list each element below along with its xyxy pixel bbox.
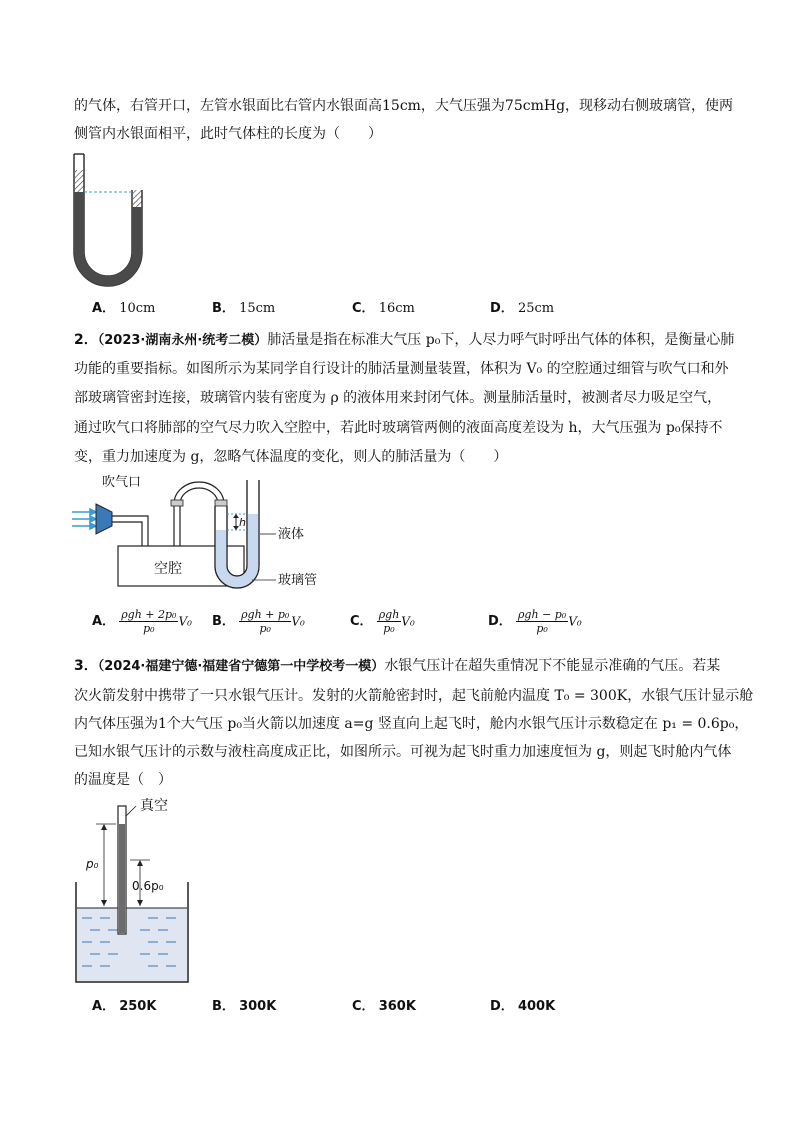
label-glass-tube: 玻璃管 [278, 573, 318, 588]
label-cavity: 空腔 [154, 561, 182, 577]
airflow-arrows [72, 509, 96, 529]
label-p0: p₀ [86, 857, 99, 871]
mouthpiece-shape [96, 504, 112, 534]
q3-line-3: 内气体压强为1个大气压 p₀当火箭以加速度 a=g 竖直向上起飞时，舱内水银气压计示数稳定在 p₁ = 0.6p₀， [74, 716, 749, 732]
label-0-6p0: 0.6p₀ [132, 879, 164, 893]
q2-line-1: 2．（2023·湖南永州·统考二模）肺活量是指在标准大气压 p₀下，人尽力呼气时呼出气体的体积，是衡量心肺 [74, 332, 735, 348]
q1-option-b: B． 15cm [212, 301, 276, 316]
q1-option-a: A． 10cm [92, 301, 156, 316]
q3-barometer-figure [70, 796, 210, 988]
q3-line-2: 次火箭发射中携带了一只水银气压计。发射的火箭舱密封时，起飞前舱内温度 T₀ = 300K，水银气压计显示舱 [74, 688, 754, 704]
q3-line-5: 的温度是（ ） [74, 772, 172, 788]
label-vacuum: 真空 [140, 798, 168, 814]
q2-option-b: B． $\frac{\text{ρgh + p₀}}{\text{p₀}}$ V₀ [212, 608, 305, 635]
q3-line-4: 已知水银气压计的示数与液柱高度成正比，如图所示。可视为起飞时重力加速度恒为 g，则起飞时舱内气体 [74, 744, 732, 760]
label-mouthpiece: 吹气口 [102, 475, 142, 490]
q2-line-5: 变，重力加速度为 g，忽略气体温度的变化，则人的肺活量为（ ） [74, 449, 508, 465]
q3-option-c: C． 360K [352, 999, 416, 1014]
q3-line-1: 3．（2024·福建宁德·福建省宁德第一中学校考一模）水银气压计在超失重情况下不能显示准确的气压。若某 [74, 658, 721, 674]
label-liquid: 液体 [278, 527, 305, 542]
q3-option-a: A． 250K [92, 999, 157, 1014]
q2-line-4: 通过吹气口将肺部的空气尽力吹入空腔中，若此时玻璃管两侧的液面高度差设为 h，大气压强为 p₀保持不 [74, 420, 723, 436]
q1-option-d: D． 25cm [490, 301, 555, 316]
q1-option-c: C． 16cm [352, 301, 415, 316]
q1-u-tube-figure [72, 152, 152, 292]
q3-option-b: B． 300K [212, 999, 277, 1014]
q2-option-c: C． $\frac{\text{ρgh}}{\text{p₀}}$ V₀ [350, 608, 415, 635]
q3-option-d: D． 400K [490, 999, 556, 1014]
q2-option-d: D． $\frac{\text{ρgh − p₀}}{\text{p₀}}$ V₀ [488, 608, 582, 635]
q2-line-2: 功能的重要指标。如图所示为某同学自行设计的肺活量测量装置，体积为 V₀ 的空腔通过细管与吹气口和外 [74, 361, 729, 377]
q2-option-a: A． $\frac{\text{ρgh + 2p₀}}{\text{p₀}}$ V₀ [92, 608, 192, 635]
label-h: h [239, 516, 246, 529]
q1-line-1: 的气体，右管开口，左管水银面比右管内水银面高15cm，大气压强为75cmHg，现移动右侧玻璃管，使两 [74, 98, 734, 114]
q2-lung-capacity-apparatus-figure [70, 470, 360, 595]
q1-line-2: 侧管内水银面相平，此时气体柱的长度为（ ） [74, 126, 382, 142]
q2-line-3: 部玻璃管密封连接，玻璃管内装有密度为 ρ 的液体用来封闭气体。测量肺活量时，被测者尽力吸足空气， [74, 390, 722, 406]
